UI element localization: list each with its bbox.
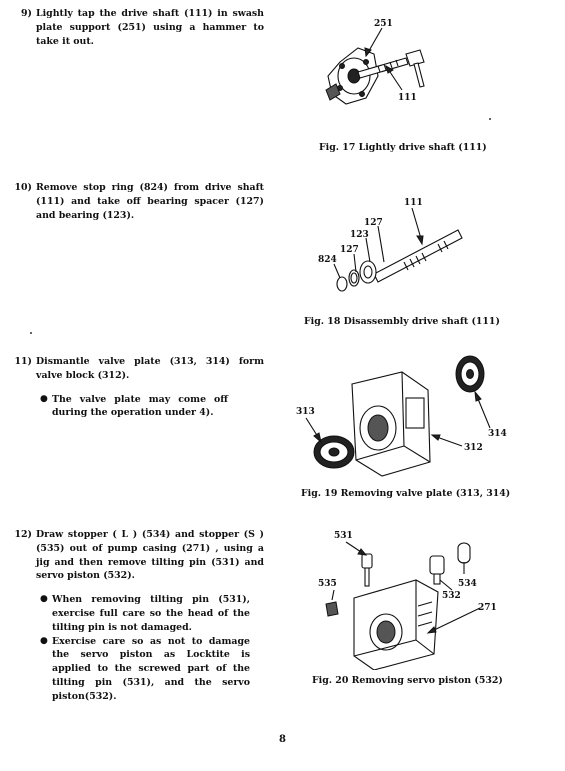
label-251: 251 <box>374 19 393 29</box>
label-313: 313 <box>296 407 315 417</box>
figure-17-caption: Fig. 17 Lightly drive shaft (111) <box>319 142 487 153</box>
step-number: 11) <box>14 356 32 367</box>
label-532: 532 <box>442 591 461 601</box>
step-text: Draw stopper ( L ) (534) and stopper (S ) (535) out of pump casing (271) , using a jig and then remove tilting pin (531) and servo piston (532). <box>36 529 264 582</box>
label-271: 271 <box>478 603 497 613</box>
pump-casing-drawing <box>354 580 438 670</box>
bearing-123 <box>360 261 376 283</box>
step-number: 12) <box>14 529 32 540</box>
bullet-item: ● Exercise care so as not to damage the servo piston as Locktite is applied to the screwed part of the tilting pin (531), and the servo piston(532). <box>40 635 250 702</box>
label-531: 531 <box>334 531 353 541</box>
step-text: Remove stop ring (824) from drive shaft (111) and take off bearing spacer (127) and bearing (123). <box>36 182 264 221</box>
stopper-535-drawing <box>326 602 338 616</box>
valve-plate-314-drawing <box>456 356 484 392</box>
step-bullets <box>40 393 228 421</box>
figure-19-caption: Fig. 19 Removing valve plate (313, 314) <box>301 488 511 499</box>
page-number: 8 <box>279 734 286 745</box>
hammer-drawing <box>406 50 424 87</box>
servo-piston-532-drawing <box>430 556 444 584</box>
step-11 <box>14 355 264 420</box>
bullet-icon: ● <box>40 635 48 646</box>
step-12 <box>14 528 264 704</box>
bullet-item: ● When removing tilting pin (531), exercise full care so the head of the tilting pin is not damaged. <box>40 594 250 633</box>
label-123: 123 <box>350 230 369 240</box>
label-127-lower: 127 <box>340 245 359 255</box>
figure-18-illustration <box>318 192 478 302</box>
swash-plate-support-drawing <box>326 48 378 104</box>
figure-20-illustration <box>312 528 512 670</box>
stopper-534-drawing <box>458 543 470 563</box>
step-9 <box>14 7 264 48</box>
bullet-icon: ● <box>40 393 48 404</box>
tilting-pin-531-drawing <box>362 554 372 586</box>
bullet-item: ● The valve plate may come off during the operation under 4). <box>40 393 228 419</box>
label-312: 312 <box>464 443 483 453</box>
valve-block-drawing <box>352 372 430 476</box>
step-text: Dismantle valve plate (313, 314) form valve block (312). <box>36 356 264 381</box>
figure-20-caption: Fig. 20 Removing servo piston (532) <box>312 675 503 686</box>
label-535: 535 <box>318 579 337 589</box>
scan-speck <box>30 332 32 334</box>
step-number: 9) <box>21 8 32 19</box>
scan-speck <box>489 118 491 120</box>
figure-18-caption: Fig. 18 Disassembly drive shaft (111) <box>304 316 500 327</box>
label-111: 111 <box>398 93 417 103</box>
stop-ring-824 <box>337 277 347 291</box>
step-10 <box>14 181 264 222</box>
label-534: 534 <box>458 579 477 589</box>
step-bullets <box>40 593 250 703</box>
label-127: 127 <box>364 218 383 228</box>
bullet-icon: ● <box>40 594 48 605</box>
step-number: 10) <box>14 182 32 193</box>
label-314: 314 <box>488 429 507 439</box>
label-824: 824 <box>318 255 337 265</box>
figure-19-illustration <box>294 350 519 480</box>
figure-17-illustration <box>318 14 438 124</box>
step-text: Lightly tap the drive shaft (111) in swash plate support (251) using a hammer to take it out. <box>36 8 264 47</box>
label-111: 111 <box>404 198 423 208</box>
